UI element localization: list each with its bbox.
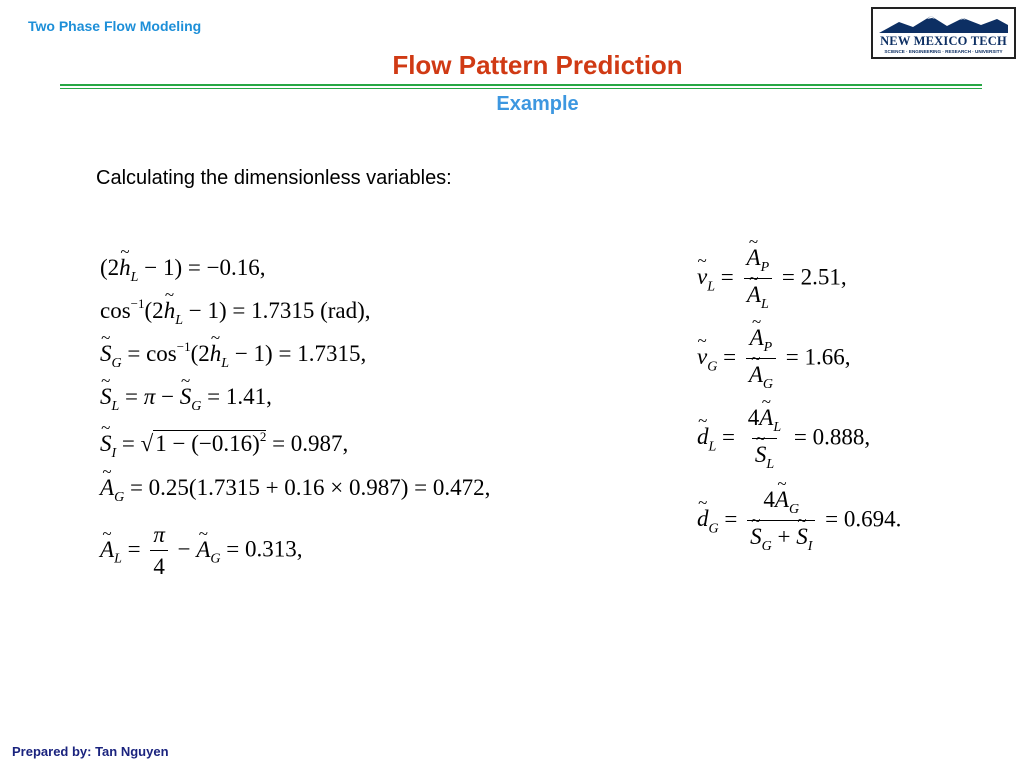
equation-AL-value: 0.313,	[245, 536, 303, 562]
equation-AG: ~ $A_G = 0.25(1.7315 + 0.16 \times 0.987) = 0.472$,	[100, 476, 490, 505]
equation-dG-value: 0.694.	[843, 506, 902, 532]
logo-subtext: SCIENCE · ENGINEERING · RESEARCH · UNIVERSITY	[884, 49, 1003, 54]
mountain-icon	[879, 13, 1008, 33]
equation-dG: ~ $d_G$ = 4~ $A_G$ ~ $S_G$ + ~ $S_I$ = 0.694.	[697, 487, 901, 555]
title-divider-thin	[60, 88, 982, 89]
title-divider	[60, 84, 982, 86]
footer-author: Prepared by: Tan Nguyen	[12, 744, 169, 759]
equation-SI: ~ $S_I = √1 - (-0.16)^2 = 0.987$,	[100, 430, 348, 461]
equation-SI-inner: 0.16	[211, 431, 253, 456]
equation-SI-value: 0.987,	[290, 431, 349, 456]
equation-nuL-value: 2.51,	[800, 264, 847, 290]
fraction-4AL-over-SL: 4~ $A_L$ ~ $S_L$	[745, 405, 784, 473]
equation-2hL-value: −0.16,	[206, 255, 266, 280]
fraction-AP-over-AL: ~ $A_P$ ~ $A_L$	[744, 245, 773, 313]
slide-title: Flow Pattern Prediction	[392, 50, 683, 80]
equation-AG-value: 0.25(1.7315 + 0.16 × 0.987) = 0.472,	[148, 475, 491, 500]
equation-SG-value: 1.7315,	[297, 341, 367, 366]
slide-subtitle: Example	[496, 93, 579, 115]
equation-nuL: ~ $\nu_L$ = ~ $A_P$ ~ $A_L$ = 2.51,	[697, 245, 847, 313]
equation-dL-value: 0.888,	[812, 424, 871, 450]
equation-nuG: ~ $\nu_G$ = ~ $A_P$ ~ $A_G$ = 1.66,	[697, 325, 851, 393]
logo-text: NEW MEXICO TECH	[880, 34, 1007, 48]
equation-2hL: (2~ $h_L - 1) = -0.16$,	[100, 256, 266, 285]
equation-arccos: $\cos^{-1}(2\sim$ $h_L - 1) = 1.7315$ (rad),	[100, 297, 371, 328]
fraction-AP-over-AG: ~ $A_P$ ~ $A_G$	[746, 325, 776, 393]
intro-text: Calculating the dimensionless variables:	[96, 167, 452, 189]
equation-SL: ~ $S_L = \pi$ − ~ $S_G = 1.41$,	[100, 385, 272, 414]
fraction-pi-over-4: $\frac{\pi}{4}$	[150, 522, 168, 581]
equation-AL: ~ $A_L$ = $\frac{\pi}{4}$ − ~ $A_G = 0.313$,	[100, 522, 303, 581]
fraction-4AG-over-SG-plus-SI: 4~ $A_G$ ~ $S_G$ + ~ $S_I$	[747, 487, 815, 555]
equation-arccos-value: 1.7315	[251, 298, 315, 323]
equation-SL-value: 1.41,	[225, 384, 272, 409]
equation-SG: ~ $S_G$ = $\cos^{-1}(2\sim$ $h_L - 1) = 1.7315$,	[100, 340, 366, 371]
equation-arccos-unit: (rad),	[320, 298, 371, 323]
course-title: Two Phase Flow Modeling	[28, 18, 202, 34]
equation-dL: ~ $d_L$ = 4~ $A_L$ ~ $S_L$ = 0.888,	[697, 405, 870, 473]
equation-nuG-value: 1.66,	[804, 344, 851, 370]
